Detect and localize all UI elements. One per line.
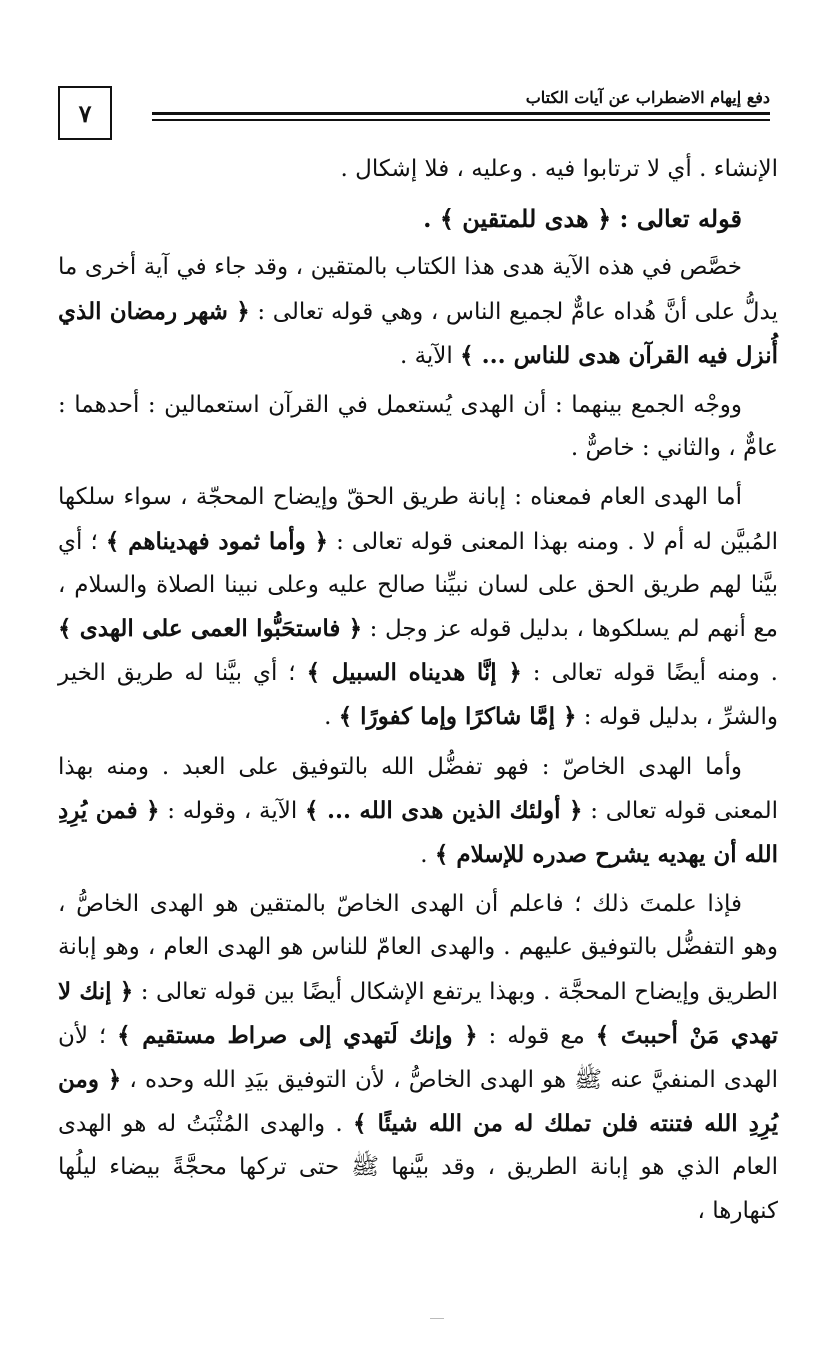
page-number: ٧ [58,86,112,140]
body-paragraph [58,746,778,878]
text-segment: الآية . [399,342,461,369]
quran-quote: ﴿ إمَّا شاكرًا وإما كفورًا ﴾ [338,703,577,731]
text-segment: ؛ أي بيَّنا له طريق الخير والشرِّ ، بدليل قوله : [58,660,778,731]
quran-quote: ﴿ وأما ثمود فهديناهم ﴾ [105,527,328,555]
text-segment: ؛ لأن الهدى المنفيَّ عنه ﷺ هو الهدى الخاصُّ ، لأن التوفيق بيَدِ الله وحده ، [58,1022,778,1094]
verse-heading [58,197,778,240]
text-segment: . [420,842,435,869]
text-segment: ووجْه الجمع بينهما : أن الهدى يُستعمل في القرآن استعمالين : أحدهما : عامٌّ ، والثاني : خاصٌّ . [58,392,778,462]
text-segment: الآية ، وقوله : [159,797,306,824]
text-segment: . والهدى المُثْبَتُ له هو الهدى العام الذي هو إبانة الطريق ، وقد بيَّنها ﷺ حتى تركها محجَّةً بيضاء ليلُها كنهارها ، [58,1111,778,1224]
text-segment: . [324,704,339,731]
text-segment: . ومنه أيضًا قوله تعالى : [521,660,778,687]
quran-quote: ﴿ شهر رمضان الذي أُنزل فيه القرآن هدى للناس ... ﴾ [58,297,778,369]
body-paragraph [58,883,778,1233]
text-segment: مع قوله : [477,1022,596,1049]
header-rule-thin [152,119,770,121]
fold-mark [430,1318,444,1319]
text-segment: وأما الهدى الخاصّ : فهو تفضُّل الله بالتوفيق على العبد . ومنه بهذا المعنى قوله تعالى : [58,753,779,824]
text-segment: ؛ أي بيَّنا لهم طريق الحق على لسان نبيِّنا صالح عليه وعلى نبينا الصلاة والسلام ، مع أنهم لم يسلكوها ، بدليل قوله عز وجل : [58,528,778,643]
quran-quote: ﴿ فاستحَبُّوا العمى على الهدى ﴾ [58,615,363,643]
page-header [58,86,770,148]
text-segment: أما الهدى العام فمعناه : إبانة طريق الحقّ وإيضاح المحجّة ، سواء سلكها المُبيَّن له أم لا . ومنه بهذا المعنى قوله تعالى : [58,484,778,555]
quran-quote: قوله تعالى : ﴿ هدى للمتقين ﴾ . [423,204,742,234]
body-paragraph [58,148,778,191]
body-paragraph [58,476,778,739]
quran-quote: ﴿ فمن يُرِدِ الله أن يهديه يشرح صدره للإسلام ﴾ [58,796,778,869]
running-title: دفع إيهام الاضطراب عن آيات الكتاب [525,88,770,107]
page-body [58,148,778,1239]
body-paragraph [58,246,778,378]
body-paragraph [58,384,778,470]
quran-quote: ﴿ أولئك الذين هدى الله ... ﴾ [305,796,583,824]
header-rule [152,112,770,115]
quran-quote: ﴿ إنَّا هديناه السبيل ﴾ [306,659,522,687]
text-segment: الإنشاء . أي لا ترتابوا فيه . وعليه ، فلا إشكال . [340,156,778,182]
quran-quote: ﴿ ومن يُرِدِ الله فتنته فلن تملك له من الله شيئًا ﴾ [58,1066,778,1138]
quran-quote: ﴿ إنك لا تهدي مَنْ أحببتَ ﴾ [58,977,778,1049]
quran-quote: ﴿ وإنك لَتهدي إلى صراط مستقيم ﴾ [117,1021,478,1049]
text-segment: فإذا علمتَ ذلك ؛ فاعلم أن الهدى الخاصّ بالمتقين هو الهدى الخاصُّ ، وهو التفضُّل بالتوفيق عليهم . والهدى العامّ للناس هو الهدى العام ، وهو إبانة الطريق وإيضاح المحجَّة . وبهذا يرتفع الإشكال أيضًا بين قوله تعالى : [58,891,778,1005]
text-segment: خصَّص في هذه الآية هدى هذا الكتاب بالمتقين ، وقد جاء في آية أخرى ما يدلُّ على أنَّ هُداه عامٌّ لجميع الناس ، وهي قوله تعالى : [58,254,778,325]
